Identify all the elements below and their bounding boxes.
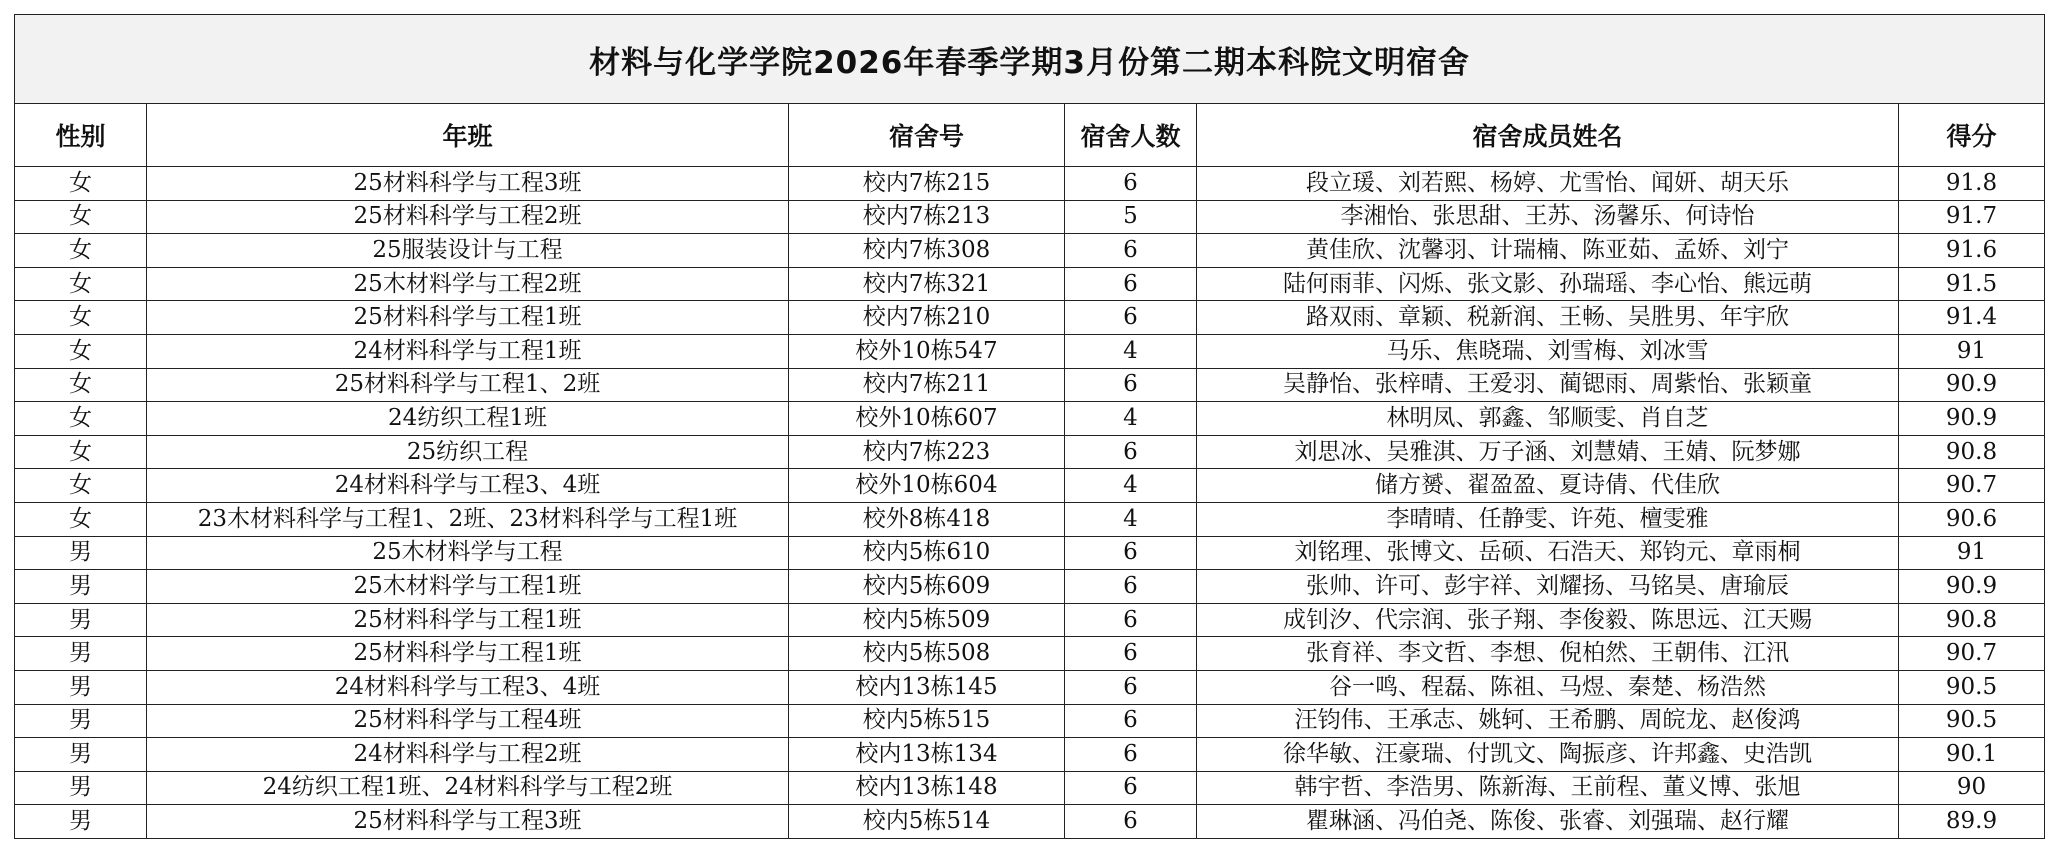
cell-occupants: 4 (1065, 334, 1197, 368)
cell-members: 成钊汐、代宗润、张子翔、李俊毅、陈思远、江天赐 (1197, 603, 1899, 637)
cell-score: 91.5 (1899, 267, 2045, 301)
table-row (15, 234, 2045, 268)
cell-gender: 男 (15, 670, 147, 704)
cell-gender: 女 (15, 301, 147, 335)
cell-class: 24材料科学与工程3、4班 (147, 670, 789, 704)
cell-occupants: 6 (1065, 167, 1197, 201)
cell-score: 90.9 (1899, 570, 2045, 604)
header-gender: 性别 (15, 104, 147, 167)
table-row (15, 167, 2045, 201)
cell-gender: 女 (15, 200, 147, 234)
cell-score: 91 (1899, 334, 2045, 368)
sheet-title: 材料与化学学院2026年春季学期3月份第二期本科院文明宿舍 (15, 15, 2045, 104)
cell-room: 校外10栋607 (789, 402, 1065, 436)
table-row (15, 771, 2045, 805)
cell-gender: 女 (15, 435, 147, 469)
cell-score: 90.1 (1899, 738, 2045, 772)
cell-occupants: 6 (1065, 368, 1197, 402)
cell-score: 90.9 (1899, 368, 2045, 402)
cell-occupants: 6 (1065, 603, 1197, 637)
cell-score: 91.7 (1899, 200, 2045, 234)
table-body (15, 167, 2045, 839)
cell-score: 90.6 (1899, 502, 2045, 536)
cell-score: 90.8 (1899, 435, 2045, 469)
cell-members: 黄佳欣、沈馨羽、计瑞楠、陈亚茹、孟娇、刘宁 (1197, 234, 1899, 268)
cell-score: 90.7 (1899, 637, 2045, 671)
cell-occupants: 5 (1065, 200, 1197, 234)
cell-members: 张帅、许可、彭宇祥、刘耀扬、马铭昊、唐瑜辰 (1197, 570, 1899, 604)
cell-members: 路双雨、章颖、税新润、王畅、吴胜男、年宇欣 (1197, 301, 1899, 335)
header-members: 宿舍成员姓名 (1197, 104, 1899, 167)
cell-class: 25材料科学与工程1班 (147, 637, 789, 671)
cell-class: 25材料科学与工程2班 (147, 200, 789, 234)
cell-score: 89.9 (1899, 805, 2045, 839)
cell-members: 段立瑗、刘若熙、杨婷、尤雪怡、闻妍、胡天乐 (1197, 167, 1899, 201)
cell-class: 25材料科学与工程1、2班 (147, 368, 789, 402)
cell-room: 校内7栋308 (789, 234, 1065, 268)
cell-class: 25材料科学与工程1班 (147, 301, 789, 335)
cell-gender: 女 (15, 267, 147, 301)
cell-class: 25材料科学与工程3班 (147, 167, 789, 201)
dormitory-table (14, 14, 2045, 839)
cell-room: 校内5栋509 (789, 603, 1065, 637)
cell-occupants: 6 (1065, 704, 1197, 738)
cell-class: 24纺织工程1班 (147, 402, 789, 436)
table-row (15, 368, 2045, 402)
cell-score: 91.8 (1899, 167, 2045, 201)
header-room: 宿舍号 (789, 104, 1065, 167)
cell-room: 校内5栋610 (789, 536, 1065, 570)
cell-class: 25木材料学与工程 (147, 536, 789, 570)
table-row (15, 704, 2045, 738)
cell-occupants: 6 (1065, 234, 1197, 268)
cell-score: 90.7 (1899, 469, 2045, 503)
header-row (15, 104, 2045, 167)
cell-class: 24材料科学与工程3、4班 (147, 469, 789, 503)
cell-class: 25纺织工程 (147, 435, 789, 469)
cell-occupants: 6 (1065, 771, 1197, 805)
cell-score: 90 (1899, 771, 2045, 805)
cell-score: 91 (1899, 536, 2045, 570)
cell-occupants: 4 (1065, 402, 1197, 436)
header-class: 年班 (147, 104, 789, 167)
cell-score: 90.9 (1899, 402, 2045, 436)
cell-gender: 女 (15, 469, 147, 503)
cell-occupants: 6 (1065, 805, 1197, 839)
cell-members: 谷一鸣、程磊、陈祖、马煜、秦楚、杨浩然 (1197, 670, 1899, 704)
table-row (15, 570, 2045, 604)
table-row (15, 603, 2045, 637)
cell-class: 25服装设计与工程 (147, 234, 789, 268)
table-row (15, 738, 2045, 772)
cell-room: 校内7栋210 (789, 301, 1065, 335)
cell-class: 24材料科学与工程1班 (147, 334, 789, 368)
cell-room: 校内5栋508 (789, 637, 1065, 671)
cell-class: 23木材料科学与工程1、2班、23材料科学与工程1班 (147, 502, 789, 536)
cell-score: 91.4 (1899, 301, 2045, 335)
cell-room: 校外10栋604 (789, 469, 1065, 503)
cell-class: 24纺织工程1班、24材料科学与工程2班 (147, 771, 789, 805)
header-score: 得分 (1899, 104, 2045, 167)
cell-occupants: 6 (1065, 738, 1197, 772)
cell-room: 校内5栋515 (789, 704, 1065, 738)
table-row (15, 200, 2045, 234)
table-row (15, 805, 2045, 839)
cell-class: 24材料科学与工程2班 (147, 738, 789, 772)
cell-gender: 女 (15, 167, 147, 201)
table-row (15, 435, 2045, 469)
cell-gender: 女 (15, 334, 147, 368)
cell-gender: 男 (15, 738, 147, 772)
cell-room: 校内7栋223 (789, 435, 1065, 469)
cell-gender: 男 (15, 570, 147, 604)
cell-members: 吴静怡、张梓晴、王爱羽、蔺锶雨、周紫怡、张颖童 (1197, 368, 1899, 402)
cell-members: 刘思冰、吴雅淇、万子涵、刘慧婧、王婧、阮梦娜 (1197, 435, 1899, 469)
cell-room: 校内7栋215 (789, 167, 1065, 201)
cell-score: 90.5 (1899, 704, 2045, 738)
cell-occupants: 6 (1065, 435, 1197, 469)
cell-gender: 男 (15, 805, 147, 839)
cell-gender: 女 (15, 502, 147, 536)
table-row (15, 301, 2045, 335)
cell-score: 90.5 (1899, 670, 2045, 704)
cell-occupants: 6 (1065, 670, 1197, 704)
cell-gender: 女 (15, 234, 147, 268)
cell-gender: 男 (15, 536, 147, 570)
table-row (15, 469, 2045, 503)
cell-class: 25材料科学与工程3班 (147, 805, 789, 839)
cell-room: 校内5栋514 (789, 805, 1065, 839)
cell-room: 校内7栋321 (789, 267, 1065, 301)
cell-members: 瞿琳涵、冯伯尧、陈俊、张睿、刘强瑞、赵行耀 (1197, 805, 1899, 839)
cell-members: 徐华敏、汪豪瑞、付凯文、陶振彦、许邦鑫、史浩凯 (1197, 738, 1899, 772)
table-row (15, 267, 2045, 301)
cell-gender: 男 (15, 637, 147, 671)
cell-members: 汪钧伟、王承志、姚轲、王希鹏、周皖龙、赵俊鸿 (1197, 704, 1899, 738)
cell-gender: 女 (15, 368, 147, 402)
cell-occupants: 6 (1065, 637, 1197, 671)
cell-members: 刘铭理、张博文、岳硕、石浩天、郑钧元、章雨桐 (1197, 536, 1899, 570)
cell-score: 91.6 (1899, 234, 2045, 268)
cell-occupants: 4 (1065, 502, 1197, 536)
cell-room: 校内13栋148 (789, 771, 1065, 805)
cell-gender: 男 (15, 704, 147, 738)
cell-room: 校内13栋134 (789, 738, 1065, 772)
cell-room: 校外10栋547 (789, 334, 1065, 368)
table-row (15, 536, 2045, 570)
table-row (15, 334, 2045, 368)
cell-occupants: 6 (1065, 301, 1197, 335)
cell-members: 张育祥、李文哲、李想、倪柏然、王朝伟、江汛 (1197, 637, 1899, 671)
cell-class: 25木材料学与工程2班 (147, 267, 789, 301)
cell-occupants: 4 (1065, 469, 1197, 503)
dormitory-ranking-sheet (14, 14, 2044, 839)
cell-members: 林明凤、郭鑫、邹顺雯、肖自芝 (1197, 402, 1899, 436)
cell-class: 25材料科学与工程4班 (147, 704, 789, 738)
cell-class: 25木材料学与工程1班 (147, 570, 789, 604)
table-row (15, 402, 2045, 436)
cell-room: 校内5栋609 (789, 570, 1065, 604)
cell-class: 25材料科学与工程1班 (147, 603, 789, 637)
cell-members: 李湘怡、张思甜、王苏、汤馨乐、何诗怡 (1197, 200, 1899, 234)
cell-occupants: 6 (1065, 267, 1197, 301)
cell-gender: 男 (15, 603, 147, 637)
cell-room: 校外8栋418 (789, 502, 1065, 536)
cell-occupants: 6 (1065, 570, 1197, 604)
table-row (15, 670, 2045, 704)
title-row (15, 15, 2045, 104)
table-row (15, 502, 2045, 536)
header-occupants: 宿舍人数 (1065, 104, 1197, 167)
cell-room: 校内7栋213 (789, 200, 1065, 234)
cell-gender: 女 (15, 402, 147, 436)
cell-room: 校内7栋211 (789, 368, 1065, 402)
cell-room: 校内13栋145 (789, 670, 1065, 704)
cell-members: 陆何雨菲、闪烁、张文影、孙瑞瑶、李心怡、熊远萌 (1197, 267, 1899, 301)
cell-members: 李晴晴、任静雯、许苑、檀雯雅 (1197, 502, 1899, 536)
cell-members: 马乐、焦晓瑞、刘雪梅、刘冰雪 (1197, 334, 1899, 368)
cell-members: 储方赟、翟盈盈、夏诗倩、代佳欣 (1197, 469, 1899, 503)
cell-occupants: 6 (1065, 536, 1197, 570)
cell-gender: 男 (15, 771, 147, 805)
cell-members: 韩宇哲、李浩男、陈新海、王前程、董义博、张旭 (1197, 771, 1899, 805)
table-row (15, 637, 2045, 671)
cell-score: 90.8 (1899, 603, 2045, 637)
